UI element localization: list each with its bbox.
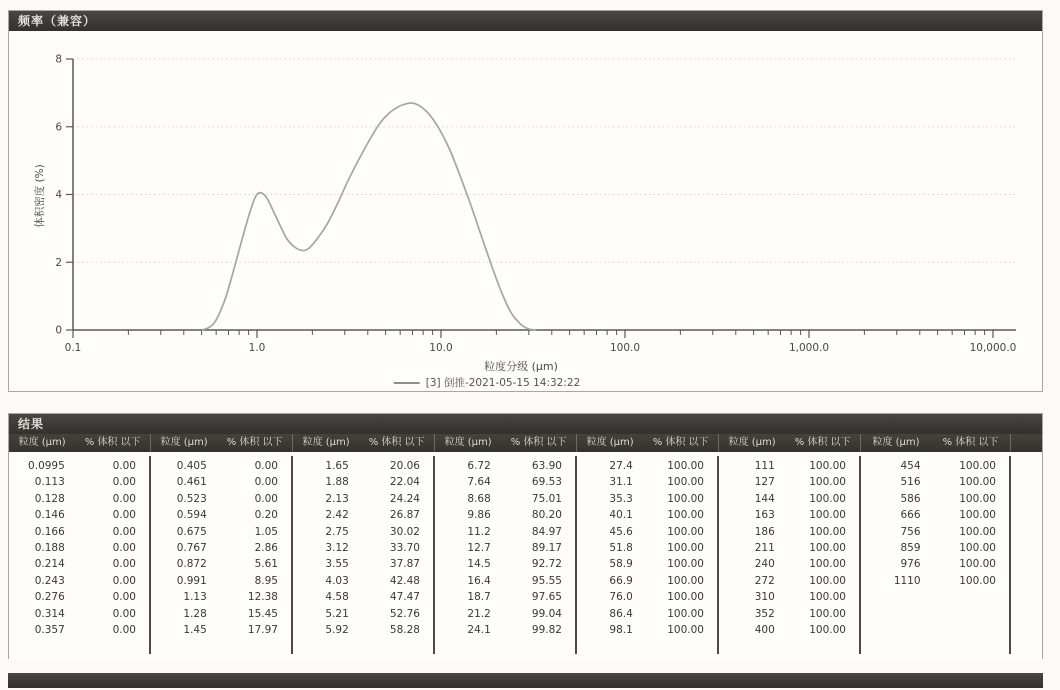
size-column-header: 粒度 (µm) <box>160 437 208 448</box>
table-row <box>435 589 575 605</box>
pct-cell: 100.00 <box>809 607 846 620</box>
results-column-group-header <box>9 434 151 452</box>
results-column-group-header <box>861 434 1011 452</box>
pct-cell: 63.90 <box>531 460 562 472</box>
size-cell: 0.675 <box>176 525 207 538</box>
table-row <box>577 524 717 540</box>
size-cell: 1.28 <box>183 607 207 620</box>
pct-cell: 80.20 <box>531 509 562 522</box>
pct-cell: 100.00 <box>959 574 996 587</box>
pct-cell: 92.72 <box>531 558 562 571</box>
pct-cell: 2.86 <box>254 541 278 554</box>
table-row <box>719 589 859 605</box>
size-cell: 0.243 <box>34 574 65 587</box>
size-cell: 976 <box>900 558 921 571</box>
size-cell: 127 <box>754 476 775 489</box>
pct-cell: 89.17 <box>531 541 562 554</box>
pct-cell: 99.82 <box>531 623 562 636</box>
results-column-group-header <box>151 434 293 452</box>
pct-column-header: % 体积 以下 <box>84 437 141 448</box>
table-row <box>719 458 859 474</box>
pct-cell: 47.47 <box>389 591 420 604</box>
size-cell: 0.113 <box>34 476 65 489</box>
table-row <box>861 524 1009 540</box>
table-row <box>293 606 433 622</box>
size-cell: 0.314 <box>34 607 65 620</box>
table-row <box>151 622 291 638</box>
size-cell: 454 <box>900 460 921 472</box>
pct-cell: 0.00 <box>112 558 136 571</box>
size-cell: 76.0 <box>609 591 633 604</box>
pct-cell: 100.00 <box>667 460 704 472</box>
size-cell: 0.146 <box>34 509 65 522</box>
x-tick-label: 1.0 <box>248 342 266 354</box>
pct-cell: 100.00 <box>959 558 996 571</box>
size-cell: 5.21 <box>325 607 349 620</box>
pct-column-header: % 体积 以下 <box>794 437 851 448</box>
size-cell: 0.405 <box>176 460 207 472</box>
pct-cell: 0.00 <box>112 623 136 636</box>
table-row <box>719 622 859 638</box>
results-panel <box>8 413 1043 659</box>
size-cell: 0.357 <box>34 623 65 636</box>
size-cell: 0.461 <box>176 476 207 489</box>
table-row <box>151 589 291 605</box>
pct-cell: 100.00 <box>959 460 996 472</box>
pct-cell: 100.00 <box>959 492 996 505</box>
pct-cell: 100.00 <box>809 558 846 571</box>
frequency-curve-chart <box>9 31 1044 391</box>
chart-panel-title: 频率（兼容） <box>18 14 97 28</box>
size-cell: 58.9 <box>609 558 633 571</box>
table-row <box>9 458 149 474</box>
table-row <box>435 458 575 474</box>
table-row <box>9 556 149 572</box>
pct-column-header: % 体积 以下 <box>226 437 283 448</box>
size-cell: 0.767 <box>176 541 207 554</box>
size-cell: 4.58 <box>325 591 349 604</box>
pct-cell: 100.00 <box>809 492 846 505</box>
size-cell: 666 <box>900 509 921 522</box>
pct-cell: 33.70 <box>389 541 420 554</box>
pct-cell: 100.00 <box>667 509 704 522</box>
table-row <box>293 458 433 474</box>
results-column-group <box>9 456 151 654</box>
size-cell: 1.88 <box>325 476 349 489</box>
size-cell: 0.276 <box>34 591 65 604</box>
results-column-group <box>719 456 861 654</box>
size-cell: 21.2 <box>467 607 491 620</box>
size-cell: 163 <box>754 509 775 522</box>
table-row <box>9 589 149 605</box>
table-row <box>293 540 433 556</box>
pct-cell: 5.61 <box>254 558 278 571</box>
table-row <box>719 540 859 556</box>
pct-cell: 100.00 <box>809 623 846 636</box>
size-cell: 45.6 <box>609 525 633 538</box>
results-panel-title: 结果 <box>18 417 45 431</box>
pct-cell: 100.00 <box>667 623 704 636</box>
pct-cell: 100.00 <box>809 460 846 472</box>
pct-cell: 100.00 <box>667 492 704 505</box>
size-cell: 5.92 <box>325 623 349 636</box>
size-cell: 186 <box>754 525 775 538</box>
results-column-group <box>435 456 577 654</box>
table-row <box>719 474 859 490</box>
pct-cell: 0.00 <box>112 607 136 620</box>
pct-cell: 100.00 <box>667 558 704 571</box>
size-cell: 86.4 <box>609 607 633 620</box>
results-panel-header <box>9 414 1042 434</box>
pct-cell: 75.01 <box>531 492 562 505</box>
table-row <box>435 540 575 556</box>
size-cell: 211 <box>754 541 775 554</box>
table-row <box>435 606 575 622</box>
pct-cell: 95.55 <box>531 574 562 587</box>
table-row <box>435 622 575 638</box>
table-row <box>719 573 859 589</box>
pct-cell: 100.00 <box>809 574 846 587</box>
pct-cell: 0.00 <box>112 460 136 472</box>
table-row <box>435 573 575 589</box>
table-row <box>9 606 149 622</box>
table-row <box>293 524 433 540</box>
size-cell: 98.1 <box>609 623 633 636</box>
pct-cell: 100.00 <box>959 525 996 538</box>
table-row <box>9 507 149 523</box>
size-cell: 272 <box>754 574 775 587</box>
results-column-group <box>293 456 435 654</box>
y-tick-label: 4 <box>55 189 62 201</box>
size-cell: 16.4 <box>467 574 491 587</box>
table-row <box>861 491 1009 507</box>
legend-line-swatch <box>394 382 420 384</box>
size-column-header: 粒度 (µm) <box>728 437 776 448</box>
pct-cell: 20.06 <box>389 460 420 472</box>
table-row <box>719 524 859 540</box>
size-cell: 1.65 <box>325 460 349 472</box>
size-cell: 66.9 <box>609 574 633 587</box>
pct-cell: 100.00 <box>809 525 846 538</box>
pct-cell: 0.00 <box>112 509 136 522</box>
results-column-group <box>861 456 1011 654</box>
pct-cell: 100.00 <box>809 541 846 554</box>
size-cell: 0.523 <box>176 492 207 505</box>
size-cell: 0.872 <box>176 558 207 571</box>
pct-cell: 24.24 <box>389 492 420 505</box>
size-cell: 4.03 <box>325 574 349 587</box>
table-row <box>151 540 291 556</box>
table-row <box>861 458 1009 474</box>
table-row <box>861 573 1009 589</box>
table-row <box>9 622 149 638</box>
pct-cell: 0.00 <box>112 591 136 604</box>
table-row <box>293 589 433 605</box>
pct-cell: 100.00 <box>667 591 704 604</box>
results-column-group-header <box>719 434 861 452</box>
pct-cell: 0.00 <box>112 492 136 505</box>
size-cell: 3.12 <box>325 541 349 554</box>
size-cell: 1.13 <box>183 591 207 604</box>
size-cell: 0.991 <box>176 574 207 587</box>
table-row <box>577 491 717 507</box>
size-column-header: 粒度 (µm) <box>302 437 350 448</box>
table-row <box>151 458 291 474</box>
pct-cell: 0.00 <box>112 525 136 538</box>
pct-cell: 100.00 <box>667 574 704 587</box>
pct-cell: 58.28 <box>389 623 420 636</box>
results-column-group <box>577 456 719 654</box>
y-tick-label: 8 <box>55 53 62 66</box>
next-section-header-bar <box>8 673 1043 688</box>
table-row <box>861 474 1009 490</box>
table-row <box>293 507 433 523</box>
table-row <box>577 573 717 589</box>
x-tick-label: 0.1 <box>64 342 82 354</box>
size-cell: 859 <box>900 541 921 554</box>
table-row <box>151 491 291 507</box>
x-tick-label: 1,000.0 <box>788 342 830 354</box>
table-row <box>577 458 717 474</box>
pct-cell: 99.04 <box>531 607 562 620</box>
x-tick-label: 100.0 <box>609 342 641 354</box>
table-row <box>435 507 575 523</box>
pct-cell: 84.97 <box>531 525 562 538</box>
table-row <box>861 556 1009 572</box>
x-axis-label: 粒度分级 (µm) <box>484 360 558 373</box>
pct-column-header: % 体积 以下 <box>510 437 567 448</box>
pct-cell: 8.95 <box>254 574 278 587</box>
table-row <box>719 507 859 523</box>
size-cell: 0.594 <box>176 509 207 522</box>
pct-cell: 100.00 <box>959 476 996 489</box>
pct-cell: 100.00 <box>809 509 846 522</box>
size-cell: 0.214 <box>34 558 65 571</box>
size-cell: 12.7 <box>467 541 491 554</box>
table-row <box>435 556 575 572</box>
pct-cell: 100.00 <box>667 476 704 489</box>
table-row <box>577 474 717 490</box>
y-tick-label: 2 <box>55 256 62 269</box>
table-row <box>151 524 291 540</box>
table-row <box>9 491 149 507</box>
table-row <box>293 573 433 589</box>
table-row <box>719 556 859 572</box>
size-cell: 40.1 <box>609 509 633 522</box>
results-table <box>9 452 1042 660</box>
table-row <box>577 589 717 605</box>
size-cell: 35.3 <box>609 492 633 505</box>
size-cell: 0.188 <box>34 541 65 554</box>
size-column-header: 粒度 (µm) <box>444 437 492 448</box>
chart-legend <box>394 375 581 390</box>
pct-cell: 97.65 <box>531 591 562 604</box>
pct-cell: 0.00 <box>112 476 136 489</box>
table-row <box>151 556 291 572</box>
size-column-header: 粒度 (µm) <box>872 437 920 448</box>
pct-cell: 17.97 <box>247 623 278 636</box>
x-tick-label: 10,000.0 <box>969 342 1017 354</box>
size-cell: 6.72 <box>467 460 491 472</box>
size-column-header: 粒度 (µm) <box>586 437 634 448</box>
pct-column-header: % 体积 以下 <box>942 437 999 448</box>
size-cell: 0.0995 <box>28 460 65 472</box>
pct-column-header: % 体积 以下 <box>368 437 425 448</box>
pct-cell: 0.00 <box>254 460 278 472</box>
table-row <box>435 524 575 540</box>
pct-cell: 37.87 <box>389 558 420 571</box>
size-cell: 756 <box>900 525 921 538</box>
pct-cell: 100.00 <box>809 591 846 604</box>
pct-cell: 69.53 <box>531 476 562 489</box>
pct-cell: 100.00 <box>959 509 996 522</box>
table-row <box>577 606 717 622</box>
table-row <box>293 556 433 572</box>
pct-cell: 100.00 <box>667 525 704 538</box>
table-row <box>719 491 859 507</box>
size-cell: 2.13 <box>325 492 349 505</box>
table-row <box>435 491 575 507</box>
table-row <box>9 474 149 490</box>
pct-cell: 0.00 <box>254 492 278 505</box>
table-row <box>577 556 717 572</box>
table-row <box>577 622 717 638</box>
y-axis-label: 体积密度 (%) <box>34 164 46 228</box>
table-row <box>151 606 291 622</box>
size-cell: 111 <box>754 460 775 472</box>
size-column-header: 粒度 (µm) <box>18 437 66 448</box>
size-cell: 516 <box>900 476 921 489</box>
size-cell: 11.2 <box>467 525 491 538</box>
size-cell: 352 <box>754 607 775 620</box>
table-row <box>861 507 1009 523</box>
table-row <box>719 606 859 622</box>
size-cell: 0.128 <box>34 492 65 505</box>
chart-panel-header <box>9 11 1042 31</box>
size-cell: 0.166 <box>34 525 65 538</box>
frequency-chart-panel <box>8 10 1043 392</box>
table-row <box>151 507 291 523</box>
size-cell: 14.5 <box>467 558 491 571</box>
pct-cell: 52.76 <box>389 607 420 620</box>
table-row <box>293 491 433 507</box>
pct-cell: 100.00 <box>809 476 846 489</box>
table-row <box>9 524 149 540</box>
frequency-curve <box>202 103 537 330</box>
table-row <box>293 622 433 638</box>
pct-cell: 0.00 <box>112 541 136 554</box>
results-column-group-header <box>435 434 577 452</box>
pct-column-header: % 体积 以下 <box>652 437 709 448</box>
size-cell: 1.45 <box>183 623 207 636</box>
size-cell: 51.8 <box>609 541 633 554</box>
table-row <box>9 573 149 589</box>
frequency-chart <box>9 31 1042 391</box>
pct-cell: 0.20 <box>254 509 278 522</box>
y-tick-label: 6 <box>55 121 62 134</box>
results-column-group-header <box>293 434 435 452</box>
pct-cell: 30.02 <box>389 525 420 538</box>
legend-label: [3] 倒推-2021-05-15 14:32:22 <box>425 377 581 389</box>
results-column-group <box>151 456 293 654</box>
size-cell: 7.64 <box>467 476 491 489</box>
size-cell: 2.75 <box>325 525 349 538</box>
table-row <box>293 474 433 490</box>
size-cell: 3.55 <box>325 558 349 571</box>
size-cell: 1110 <box>893 574 921 587</box>
results-table-header <box>9 434 1042 452</box>
pct-cell: 0.00 <box>112 574 136 587</box>
pct-cell: 15.45 <box>247 607 278 620</box>
pct-cell: 0.00 <box>254 476 278 489</box>
pct-cell: 12.38 <box>247 591 278 604</box>
x-tick-label: 10.0 <box>429 342 453 354</box>
size-cell: 31.1 <box>609 476 633 489</box>
results-column-group-header <box>577 434 719 452</box>
size-cell: 400 <box>754 623 775 636</box>
pct-cell: 100.00 <box>667 607 704 620</box>
size-cell: 18.7 <box>467 591 491 604</box>
table-row <box>577 540 717 556</box>
pct-cell: 1.05 <box>254 525 278 538</box>
size-cell: 24.1 <box>467 623 491 636</box>
pct-cell: 42.48 <box>389 574 420 587</box>
pct-cell: 22.04 <box>389 476 420 489</box>
size-cell: 586 <box>900 492 921 505</box>
pct-cell: 26.87 <box>389 509 420 522</box>
table-row <box>151 474 291 490</box>
size-cell: 2.42 <box>325 509 349 522</box>
size-cell: 240 <box>754 558 775 571</box>
size-cell: 27.4 <box>609 460 633 472</box>
table-row <box>9 540 149 556</box>
size-cell: 310 <box>754 591 775 604</box>
y-tick-label: 0 <box>55 324 62 337</box>
table-row <box>861 540 1009 556</box>
size-cell: 144 <box>754 492 775 505</box>
pct-cell: 100.00 <box>667 541 704 554</box>
table-row <box>577 507 717 523</box>
size-cell: 9.86 <box>467 509 491 522</box>
size-cell: 8.68 <box>467 492 491 505</box>
table-row <box>151 573 291 589</box>
pct-cell: 100.00 <box>959 541 996 554</box>
table-row <box>435 474 575 490</box>
